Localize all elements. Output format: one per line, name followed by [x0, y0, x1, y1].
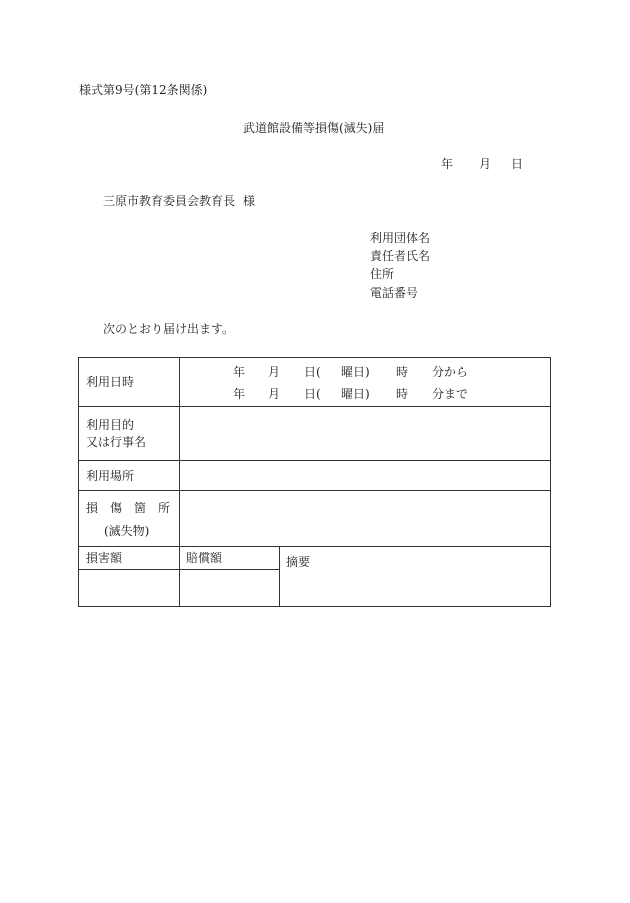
- dt-minute-until: 分まで: [432, 387, 469, 401]
- addressee-honorific: 様: [243, 194, 256, 208]
- applicant-address-label: 住所: [370, 267, 395, 281]
- addressee-name: 三原市教育委員会教育長: [103, 194, 236, 208]
- lost-items-label: (滅失物): [104, 524, 150, 538]
- document-title: 武道館設備等損傷(滅失)届: [243, 121, 385, 135]
- damage-location-label: 損 傷 箇 所: [86, 501, 171, 515]
- dt-day: 日(: [304, 387, 321, 401]
- dt-hour: 時: [396, 365, 409, 379]
- dt-weekday: 曜日): [341, 387, 370, 401]
- table-line: [78, 546, 551, 547]
- table-divider: [179, 357, 180, 607]
- applicant-person-label: 責任者氏名: [370, 249, 431, 263]
- date-month-label: 月: [479, 157, 492, 171]
- dt-month: 月: [268, 387, 281, 401]
- purpose-label-line1: 利用目的: [86, 418, 135, 432]
- table-border-top: [78, 357, 551, 358]
- table-divider: [279, 546, 280, 607]
- usage-datetime-label: 利用日時: [86, 375, 135, 389]
- place-label: 利用場所: [86, 469, 135, 483]
- dt-hour: 時: [396, 387, 409, 401]
- dt-weekday: 曜日): [341, 365, 370, 379]
- table-line: [78, 460, 551, 461]
- dt-minute-from: 分から: [432, 365, 469, 379]
- purpose-label-line2: 又は行事名: [86, 435, 147, 449]
- applicant-org-label: 利用団体名: [370, 231, 431, 245]
- intro-text: 次のとおり届け出ます。: [103, 322, 235, 336]
- compensation-label: 賠償額: [186, 551, 223, 565]
- dt-day: 日(: [304, 365, 321, 379]
- dt-year: 年: [233, 387, 246, 401]
- dt-year: 年: [233, 365, 246, 379]
- table-line: [78, 490, 551, 491]
- table-border-right: [550, 357, 551, 607]
- table-line: [78, 406, 551, 407]
- date-year-label: 年: [441, 157, 454, 171]
- applicant-phone-label: 電話番号: [370, 286, 419, 300]
- form-number: 様式第9号(第12条関係): [79, 83, 208, 97]
- damage-amount-label: 損害額: [86, 551, 123, 565]
- table-border-left: [78, 357, 79, 607]
- date-day-label: 日: [511, 157, 524, 171]
- summary-label: 摘要: [286, 555, 311, 569]
- table-border-bottom: [78, 606, 551, 607]
- dt-month: 月: [268, 365, 281, 379]
